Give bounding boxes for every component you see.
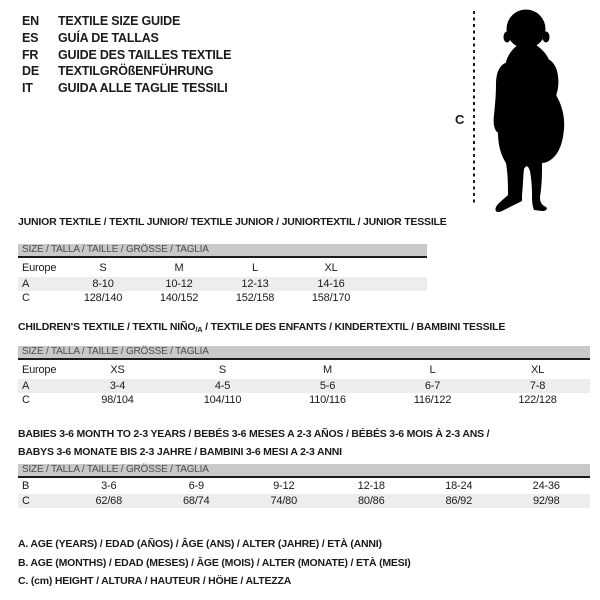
language-code: FR bbox=[22, 47, 39, 62]
months-cell: 24-36 bbox=[532, 480, 560, 492]
height-cell: 92/98 bbox=[532, 495, 560, 507]
height-label-c: C bbox=[455, 112, 465, 127]
children-size-table bbox=[18, 346, 590, 407]
age-cell: 3-4 bbox=[109, 380, 126, 392]
size-cell: XL bbox=[530, 363, 545, 376]
size-cell: XL bbox=[324, 261, 338, 274]
height-cell: 86/92 bbox=[445, 495, 473, 507]
junior-section-title: JUNIOR TEXTILE / TEXTIL JUNIOR/ TEXTILE JUNIOR / JUNIORTEXTIL / JUNIOR TESSILE bbox=[18, 216, 447, 228]
height-cell: 80/86 bbox=[357, 495, 385, 507]
babies-size-header-bar: SIZE / TALLA / TAILLE / GRÖSSE / TAGLIA bbox=[18, 464, 590, 478]
height-cell: 110/116 bbox=[309, 394, 346, 406]
language-code: DE bbox=[22, 64, 39, 79]
age-cell: 10-12 bbox=[165, 278, 193, 290]
height-cell: 62/68 bbox=[95, 495, 123, 507]
months-cell: 6-9 bbox=[188, 480, 204, 492]
height-cell: 128/140 bbox=[83, 292, 123, 304]
table-row-c bbox=[18, 393, 590, 407]
legend-notes bbox=[18, 535, 411, 591]
children-title-post: / TEXTILE DES ENFANTS / KINDERTEXTIL / BAMBINI TESSILE bbox=[202, 321, 506, 333]
language-code: EN bbox=[22, 14, 39, 28]
height-cell: 158/170 bbox=[311, 292, 351, 304]
months-cell: 9-12 bbox=[273, 480, 295, 492]
table-row-a bbox=[18, 277, 427, 291]
language-row-es bbox=[22, 30, 231, 47]
size-cell: M bbox=[174, 261, 184, 274]
size-cell: S bbox=[218, 363, 227, 376]
table-row-c bbox=[18, 494, 590, 508]
babies-title-line1: BABIES 3-6 MONTH TO 2-3 YEARS / BEBÉS 3-6 MESES A 2-3 AÑOS / BÉBÉS 3-6 MOIS À 2-3 ANS / bbox=[18, 428, 490, 440]
height-cell: 140/152 bbox=[159, 292, 199, 304]
row-label: A bbox=[22, 278, 30, 290]
children-size-header-bar: SIZE / TALLA / TAILLE / GRÖSSE / TAGLIA bbox=[18, 346, 590, 360]
row-label: C bbox=[22, 394, 30, 406]
language-label: TEXTILGRÖßENFÜHRUNG bbox=[58, 64, 214, 79]
months-cell: 18-24 bbox=[445, 480, 473, 492]
height-cell: 152/158 bbox=[235, 292, 275, 304]
age-cell: 7-8 bbox=[529, 380, 546, 392]
language-row-en bbox=[22, 13, 231, 30]
table-row-c bbox=[18, 291, 427, 305]
babies-title-line2: BABYS 3-6 MONATE BIS 2-3 JAHRE / BAMBINI 3-6 MESI A 2-3 ANNI bbox=[18, 446, 342, 458]
row-label: C bbox=[22, 292, 30, 304]
note-b-age-months: B. AGE (MONTHS) / EDAD (MESES) / ÂGE (MOIS) / ALTER (MONATE) / ETÀ (MESI) bbox=[18, 556, 411, 569]
baby-silhouette-icon bbox=[494, 10, 565, 212]
language-list bbox=[22, 13, 231, 97]
language-row-it bbox=[22, 80, 231, 97]
language-row-fr bbox=[22, 47, 231, 64]
babies-section-title bbox=[18, 425, 489, 461]
age-cell: 5-6 bbox=[319, 380, 336, 392]
language-label: GUÍA DE TALLAS bbox=[58, 30, 159, 45]
height-cell: 104/110 bbox=[203, 394, 242, 406]
table-row-b bbox=[18, 478, 590, 494]
language-row-de bbox=[22, 63, 231, 80]
row-label: A bbox=[22, 380, 30, 392]
size-cell: M bbox=[323, 363, 332, 376]
language-code: IT bbox=[22, 81, 33, 96]
age-cell: 4-5 bbox=[214, 380, 231, 392]
junior-size-table bbox=[18, 244, 427, 305]
table-row-a bbox=[18, 379, 590, 393]
size-cell: XS bbox=[110, 363, 125, 376]
baby-height-figure bbox=[450, 5, 575, 215]
table-row-europe bbox=[18, 360, 590, 379]
row-label: Europe bbox=[22, 363, 57, 376]
height-cell: 74/80 bbox=[270, 495, 298, 507]
language-label: GUIDA ALLE TAGLIE TESSILI bbox=[58, 81, 228, 96]
size-cell: L bbox=[429, 363, 436, 376]
children-section-title bbox=[18, 321, 505, 336]
months-cell: 12-18 bbox=[357, 480, 385, 492]
height-cell: 98/104 bbox=[101, 394, 134, 406]
note-a-age-years: A. AGE (YEARS) / EDAD (AÑOS) / ÂGE (ANS) / ALTER (JAHRE) / ETÀ (ANNI) bbox=[18, 538, 382, 550]
language-label: GUIDE DES TAILLES TEXTILE bbox=[58, 47, 232, 62]
age-cell: 14-16 bbox=[317, 278, 345, 290]
height-cell: 122/128 bbox=[518, 394, 557, 406]
size-cell: S bbox=[99, 261, 107, 274]
months-cell: 3-6 bbox=[101, 480, 117, 492]
children-title-sub: /A bbox=[195, 325, 203, 334]
height-cell: 116/122 bbox=[413, 394, 452, 406]
height-cell: 68/74 bbox=[182, 495, 210, 507]
note-c-height: C. (cm) HEIGHT / ALTURA / HAUTEUR / HÖHE / ALTEZZA bbox=[18, 575, 292, 588]
age-cell: 12-13 bbox=[241, 278, 269, 290]
size-cell: L bbox=[252, 261, 258, 274]
age-cell: 6-7 bbox=[424, 380, 441, 392]
babies-size-table bbox=[18, 464, 590, 508]
table-row-europe bbox=[18, 258, 427, 277]
row-label: B bbox=[22, 480, 30, 492]
row-label: Europe bbox=[22, 261, 57, 274]
children-title-pre: CHILDREN'S TEXTILE / TEXTIL NIÑO bbox=[18, 321, 196, 333]
age-cell: 8-10 bbox=[92, 278, 114, 290]
language-code: ES bbox=[22, 30, 39, 45]
language-label: TEXTILE SIZE GUIDE bbox=[58, 14, 181, 28]
junior-size-header-bar: SIZE / TALLA / TAILLE / GRÖSSE / TAGLIA bbox=[18, 244, 427, 258]
row-label: C bbox=[22, 495, 30, 507]
